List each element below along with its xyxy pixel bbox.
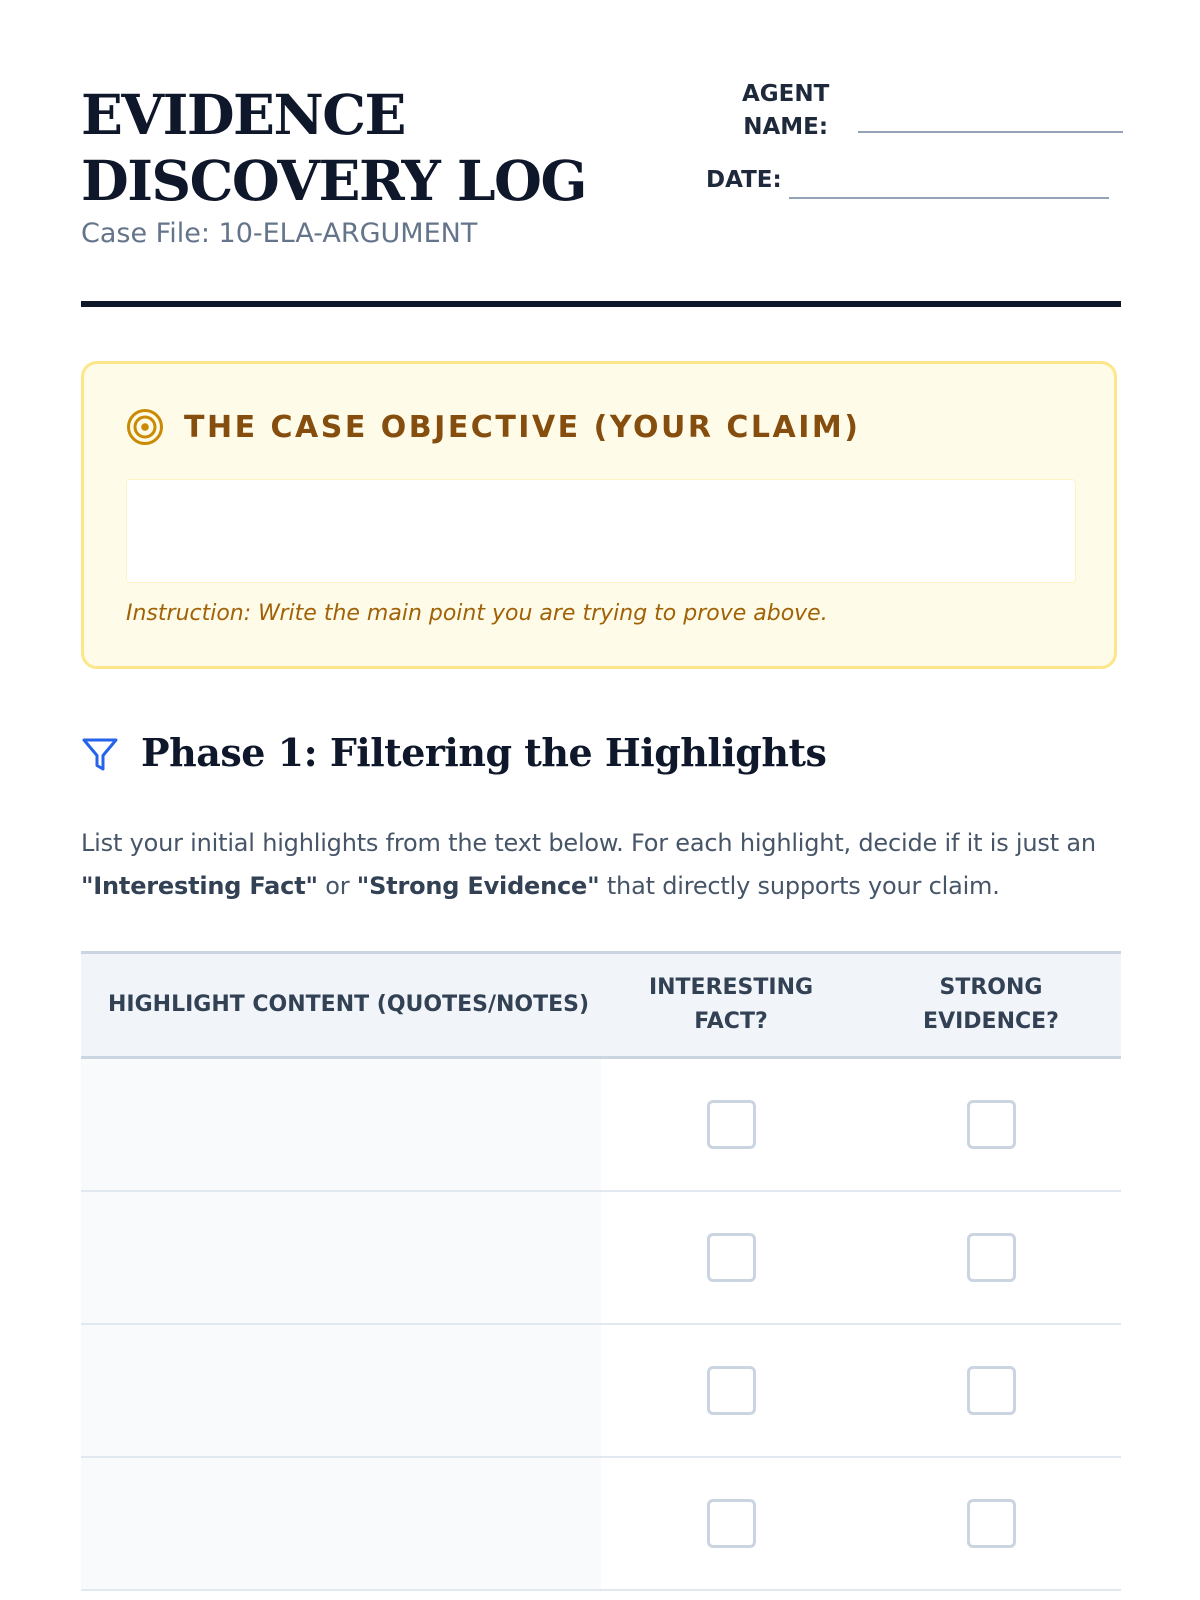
page-title (81, 82, 601, 214)
case-file-label: Case File: 10-ELA-ARGUMENT (81, 218, 478, 249)
phase-1-title: Phase 1: Filtering the Highlights (141, 730, 827, 775)
strong-evidence-cell (861, 1325, 1121, 1456)
interesting-fact-cell (601, 1325, 861, 1456)
desc-text-2: or (317, 872, 357, 900)
strong-evidence-checkbox[interactable] (967, 1233, 1016, 1282)
strong-evidence-cell (861, 1192, 1121, 1323)
header-interesting-fact (601, 954, 861, 1056)
date-field[interactable] (789, 197, 1109, 199)
table-row (81, 1325, 1121, 1458)
agent-name-field[interactable] (858, 131, 1123, 133)
agent-name-label (742, 78, 829, 144)
strong-evidence-cell (861, 1458, 1121, 1589)
strong-evidence-checkbox[interactable] (967, 1366, 1016, 1415)
interesting-fact-checkbox[interactable] (707, 1233, 756, 1282)
highlight-content-cell[interactable] (81, 1458, 601, 1589)
title-line-1: EVIDENCE (81, 82, 405, 147)
strong-evidence-checkbox[interactable] (967, 1499, 1016, 1548)
interesting-fact-checkbox[interactable] (707, 1100, 756, 1149)
claim-input[interactable] (126, 479, 1076, 583)
case-objective-box (81, 361, 1117, 669)
desc-text-3: that directly supports your claim. (599, 872, 1000, 900)
table-header (81, 951, 1121, 1059)
header-interesting-line-2: FACT? (694, 1009, 768, 1034)
desc-text-1: List your initial highlights from the text below. For each highlight, decide if it is just an (81, 829, 1096, 857)
date-label: DATE: (706, 167, 782, 193)
highlight-content-cell[interactable] (81, 1059, 601, 1190)
interesting-fact-checkbox[interactable] (707, 1366, 756, 1415)
interesting-fact-cell (601, 1458, 861, 1589)
header-strong-evidence (861, 954, 1121, 1056)
interesting-fact-checkbox[interactable] (707, 1499, 756, 1548)
desc-strong-evidence: "Strong Evidence" (356, 872, 600, 900)
title-line-2: DISCOVERY LOG (81, 148, 586, 213)
interesting-fact-cell (601, 1192, 861, 1323)
desc-interesting-fact: "Interesting Fact" (81, 872, 318, 900)
highlights-table (81, 951, 1121, 1591)
agent-label-line-2: NAME: (743, 114, 829, 140)
phase-1-description (81, 822, 1126, 908)
objective-instruction: Instruction: Write the main point you are trying to prove above. (126, 601, 828, 626)
target-icon (126, 408, 164, 446)
agent-label-line-1: AGENT (742, 81, 830, 107)
strong-evidence-cell (861, 1059, 1121, 1190)
highlight-content-cell[interactable] (81, 1192, 601, 1323)
header-strong-line-2: EVIDENCE? (923, 1009, 1059, 1034)
strong-evidence-checkbox[interactable] (967, 1100, 1016, 1149)
table-row (81, 1059, 1121, 1192)
header-strong-line-1: STRONG (939, 975, 1043, 1000)
table-row (81, 1458, 1121, 1591)
objective-title: THE CASE OBJECTIVE (YOUR CLAIM) (184, 410, 861, 445)
interesting-fact-cell (601, 1059, 861, 1190)
highlight-content-cell[interactable] (81, 1325, 601, 1456)
header-divider (81, 301, 1121, 307)
table-row (81, 1192, 1121, 1325)
filter-icon (81, 736, 119, 774)
header-interesting-line-1: INTERESTING (648, 975, 814, 1000)
header-highlight-content: HIGHLIGHT CONTENT (QUOTES/NOTES) (108, 992, 590, 1017)
